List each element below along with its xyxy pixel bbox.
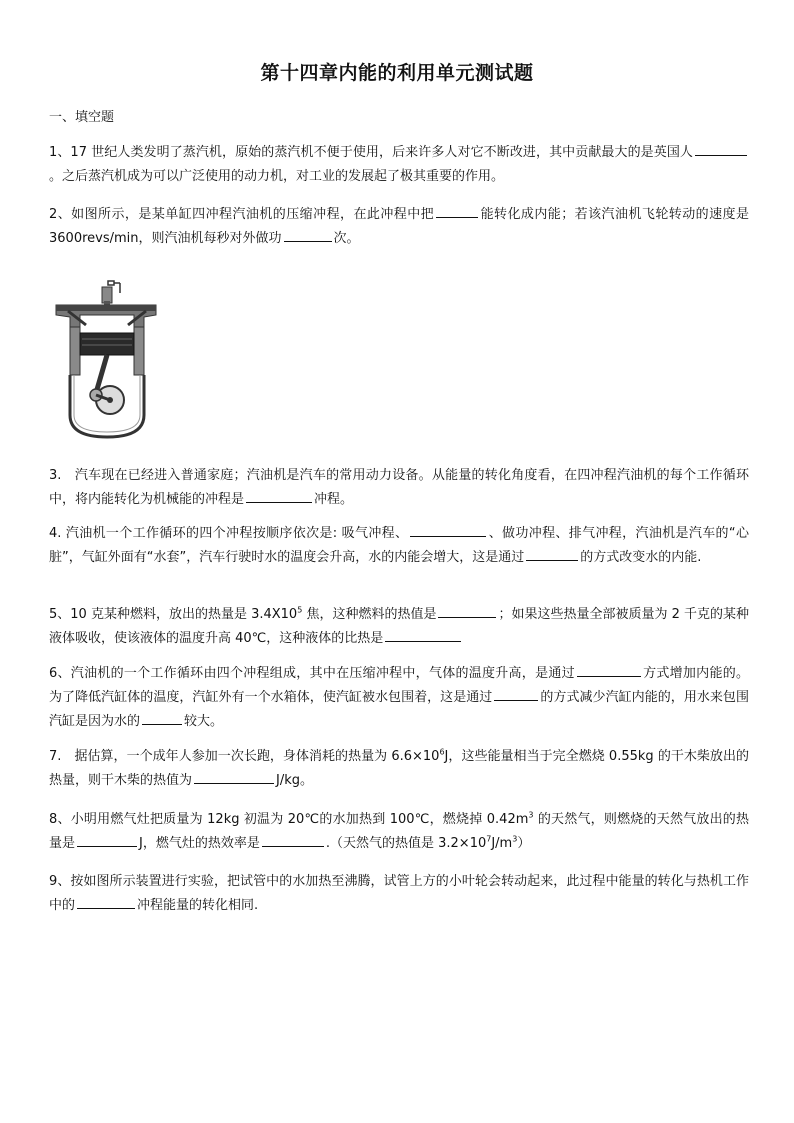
question-8: 8、小明用燃气灶把质量为 12kg 初温为 20℃的水加热到 100℃，燃烧掉 $0.42m^3$ 的天然气，则燃烧的天然气放出的热量是 J，燃气灶的热效率是 .（天然气的热值是 $3.2\times 10^7J/m^3$） <box>49 810 749 851</box>
answer-blank[interactable] <box>438 603 496 618</box>
question-7: 7. 据估算，一个成年人参加一次长跑，身体消耗的热量为 $6.6\times 10^6J$，这些能量相当于完全燃烧 0.55kg 的干木柴放出的热量，则干木柴的热值为 J/kg。 <box>49 747 749 788</box>
question-4: 4. 汽油机一个工作循环的四个冲程按顺序依次是: 吸气冲程、 、做功冲程、排气冲程，汽油机是汽车的“心脏”，气缸外面有“水套”，汽车行驶时水的温度会升高，水的内能会增大，这是通过 的方式改变水的内能. <box>49 522 749 570</box>
question-9: 9、按如图所示装置进行实验，把试管中的水加热至沸腾，试管上方的小叶轮会转动起来，此过程中能量的转化与热机工作中的 冲程能量的转化相同. <box>49 874 749 913</box>
question-3: 3. 汽车现在已经进入普通家庭；汽油机是汽车的常用动力设备。从能量的转化角度看，在四冲程汽油机的每个工作循环中，将内能转化为机械能的冲程是 冲程。 <box>49 468 749 507</box>
section-heading: 一、填空题 <box>49 110 115 125</box>
answer-blank[interactable] <box>385 627 461 642</box>
question-1: 1、17 世纪人类发明了蒸汽机，原始的蒸汽机不便于使用，后来许多人对它不断改进，其中贡献最大的是英国人。之后蒸汽机成为可以广泛使用的动力机，对工业的发展起了极其重要的作用。 <box>49 141 749 189</box>
question-6: 6、汽油机的一个工作循环由四个冲程组成，其中在压缩冲程中，气体的温度升高，是通过 方式增加内能的。为了降低汽缸体的温度，汽缸外有一个水箱体，使汽缸被水包围着，这是通过 的方式减少汽缸内能的，用水来包围汽缸是因为水的 较大。 <box>49 662 749 734</box>
answer-blank[interactable] <box>577 662 641 677</box>
answer-blank[interactable] <box>194 769 274 784</box>
answer-blank[interactable] <box>246 488 312 503</box>
engine-cylinder-diagram-icon <box>52 275 162 445</box>
question-2: 2、如图所示，是某单缸四冲程汽油机的压缩冲程，在此冲程中把 能转化成内能；若该汽油机飞轮转动的速度是 3600revs/min，则汽油机每秒对外做功 次。 <box>49 203 749 251</box>
answer-blank[interactable] <box>142 710 182 725</box>
answer-blank[interactable] <box>284 227 332 242</box>
answer-blank[interactable] <box>695 141 747 156</box>
answer-blank[interactable] <box>436 203 478 218</box>
answer-blank[interactable] <box>526 546 578 561</box>
answer-blank[interactable] <box>77 894 135 909</box>
answer-blank[interactable] <box>494 686 538 701</box>
answer-blank[interactable] <box>410 522 486 537</box>
question-5: 5、10 克某种燃料，放出的热量是 $3.4X10^5$ 焦，这种燃料的热值是 ；如果这些热量全部被质量为 2 千克的某种液体吸收，使该液体的温度升高 40℃，这种液体的比热是 <box>49 603 749 651</box>
answer-blank[interactable] <box>77 832 137 847</box>
page-title: 第十四章内能的利用单元测试题 <box>260 62 534 84</box>
answer-blank[interactable] <box>262 832 324 847</box>
